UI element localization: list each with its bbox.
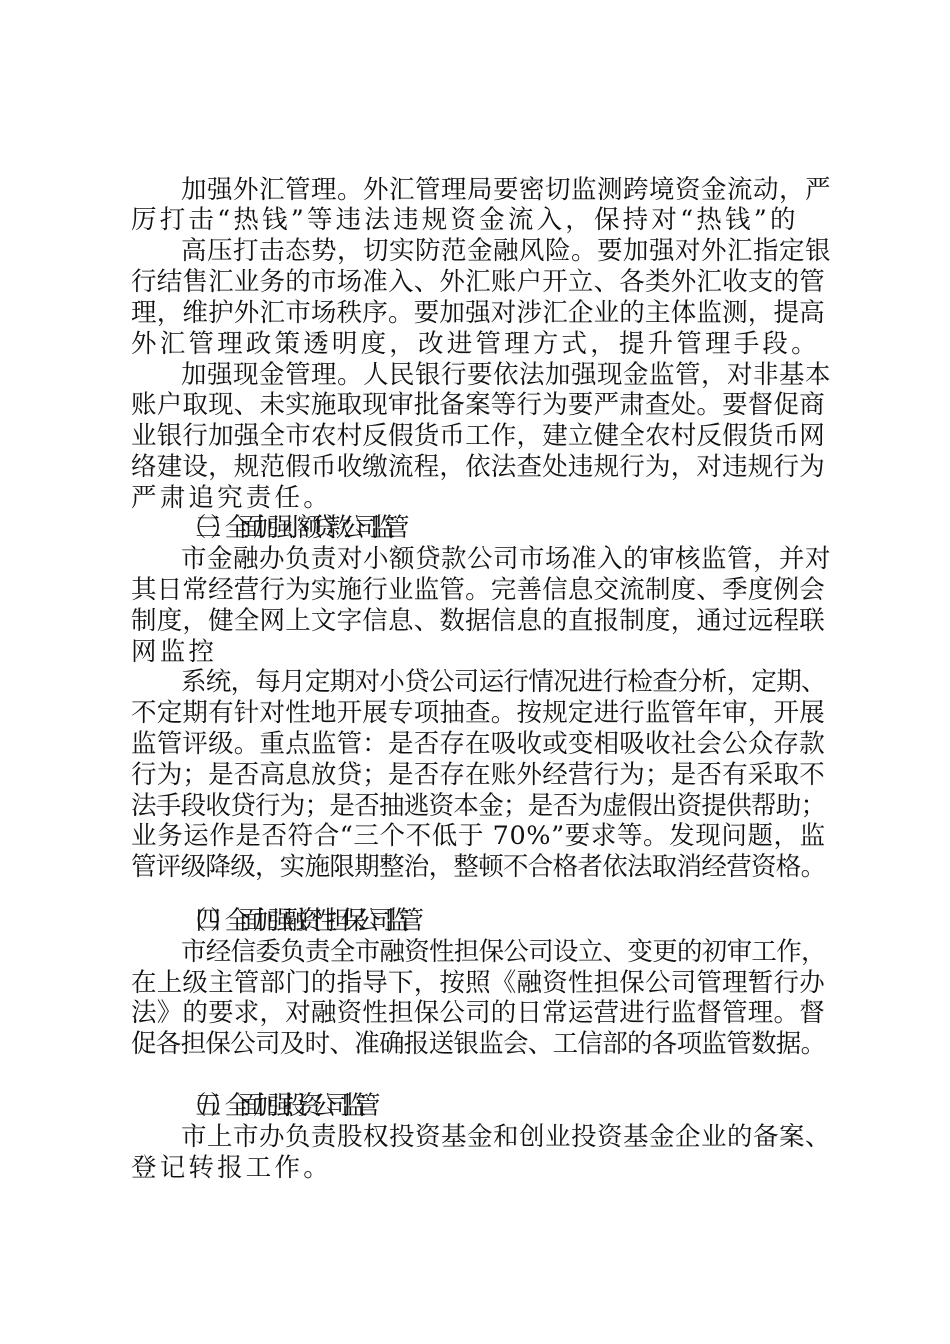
paragraph-line: 制度，健全网上文字信息、数据信息的直报制度，通过远程联 (131, 606, 825, 636)
paragraph-line: 管评级降级，实施限期整治，整顿不合格者依法取消经营资格。 (131, 852, 826, 882)
paragraph-line: 法手段收贷行为；是否抽逃资本金；是否为虚假出资提供帮助； (131, 791, 826, 821)
paragraph-line: 登记转报工作。 (131, 1153, 332, 1183)
paragraph-line: 不定期有针对性地开展专项抽查。按规定进行监管年审，开展 (131, 698, 825, 728)
paragraph-line: 网监控 (131, 637, 218, 667)
paragraph-line: 促各担保公司及时、准确报送银监会、工信部的各项监管数据。 (131, 1029, 826, 1059)
paragraph-line: 外汇管理政策透明度，改进管理方式，提升管理手段。 (131, 329, 820, 359)
paragraph-line: 市经信委负责全市融资性担保公司设立、变更的初审工作， (181, 937, 826, 967)
paragraph-line: 行为；是否高息放贷；是否存在账外经营行为；是否有采取不 (131, 760, 825, 790)
section-heading-3: （三）全面加强小额贷款公司监管 (181, 513, 399, 543)
section-heading-5: （五）全面加强投资公司监管 (181, 1091, 370, 1121)
paragraph-line: 其日常经营行为实施行业监管。完善信息交流制度、季度例会 (131, 575, 825, 605)
paragraph-line: 络建设，规范假币收缴流程，依法查处违规行为，对违规行为 (131, 452, 825, 482)
paragraph-line: 加强外汇管理。外汇管理局要密切监测跨境资金流动，严 (181, 175, 832, 205)
paragraph-line: 法》的要求，对融资性担保公司的日常运营进行监督管理。督 (131, 998, 825, 1028)
paragraph-line: 高压打击态势，切实防范金融风险。要加强对外汇指定银 (181, 236, 832, 266)
paragraph-line: 严肃追究责任。 (131, 483, 332, 513)
paragraph-line: 加强现金管理。人民银行要依法加强现金监管，对非基本 (181, 360, 832, 390)
paragraph-line: 账户取现、未实施取现审批备案等行为要严肃查处。要督促商 (131, 390, 825, 420)
paragraph-line: 系统，每月定期对小贷公司运行情况进行检查分析，定期、 (181, 667, 826, 697)
paragraph-line: 市金融办负责对小额贷款公司市场准入的审核监管，并对 (181, 544, 832, 574)
section-heading-4: （四）全面加强融资性担保公司监管 (181, 906, 414, 936)
paragraph-line: 监管评级。重点监管：是否存在吸收或变相吸收社会公众存款 (131, 729, 825, 759)
paragraph-line: 厉打击“热钱”等违法违规资金流入，保持对“热钱”的 (131, 205, 799, 235)
paragraph-line: 行结售汇业务的市场准入、外汇账户开立、各类外汇收支的管 (131, 267, 825, 297)
paragraph-line: 业务运作是否符合“三个不低于 70%”要求等。发现问题，监 (131, 821, 826, 851)
paragraph-line: 业银行加强全市农村反假货币工作，建立健全农村反假货币网 (131, 421, 825, 451)
paragraph-line: 在上级主管部门的指导下，按照《融资性担保公司管理暂行办 (131, 968, 825, 998)
paragraph-line: 市上市办负责股权投资基金和创业投资基金企业的备案、 (181, 1122, 832, 1152)
paragraph-line: 理，维护外汇市场秩序。要加强对涉汇企业的主体监测，提高 (131, 298, 825, 328)
